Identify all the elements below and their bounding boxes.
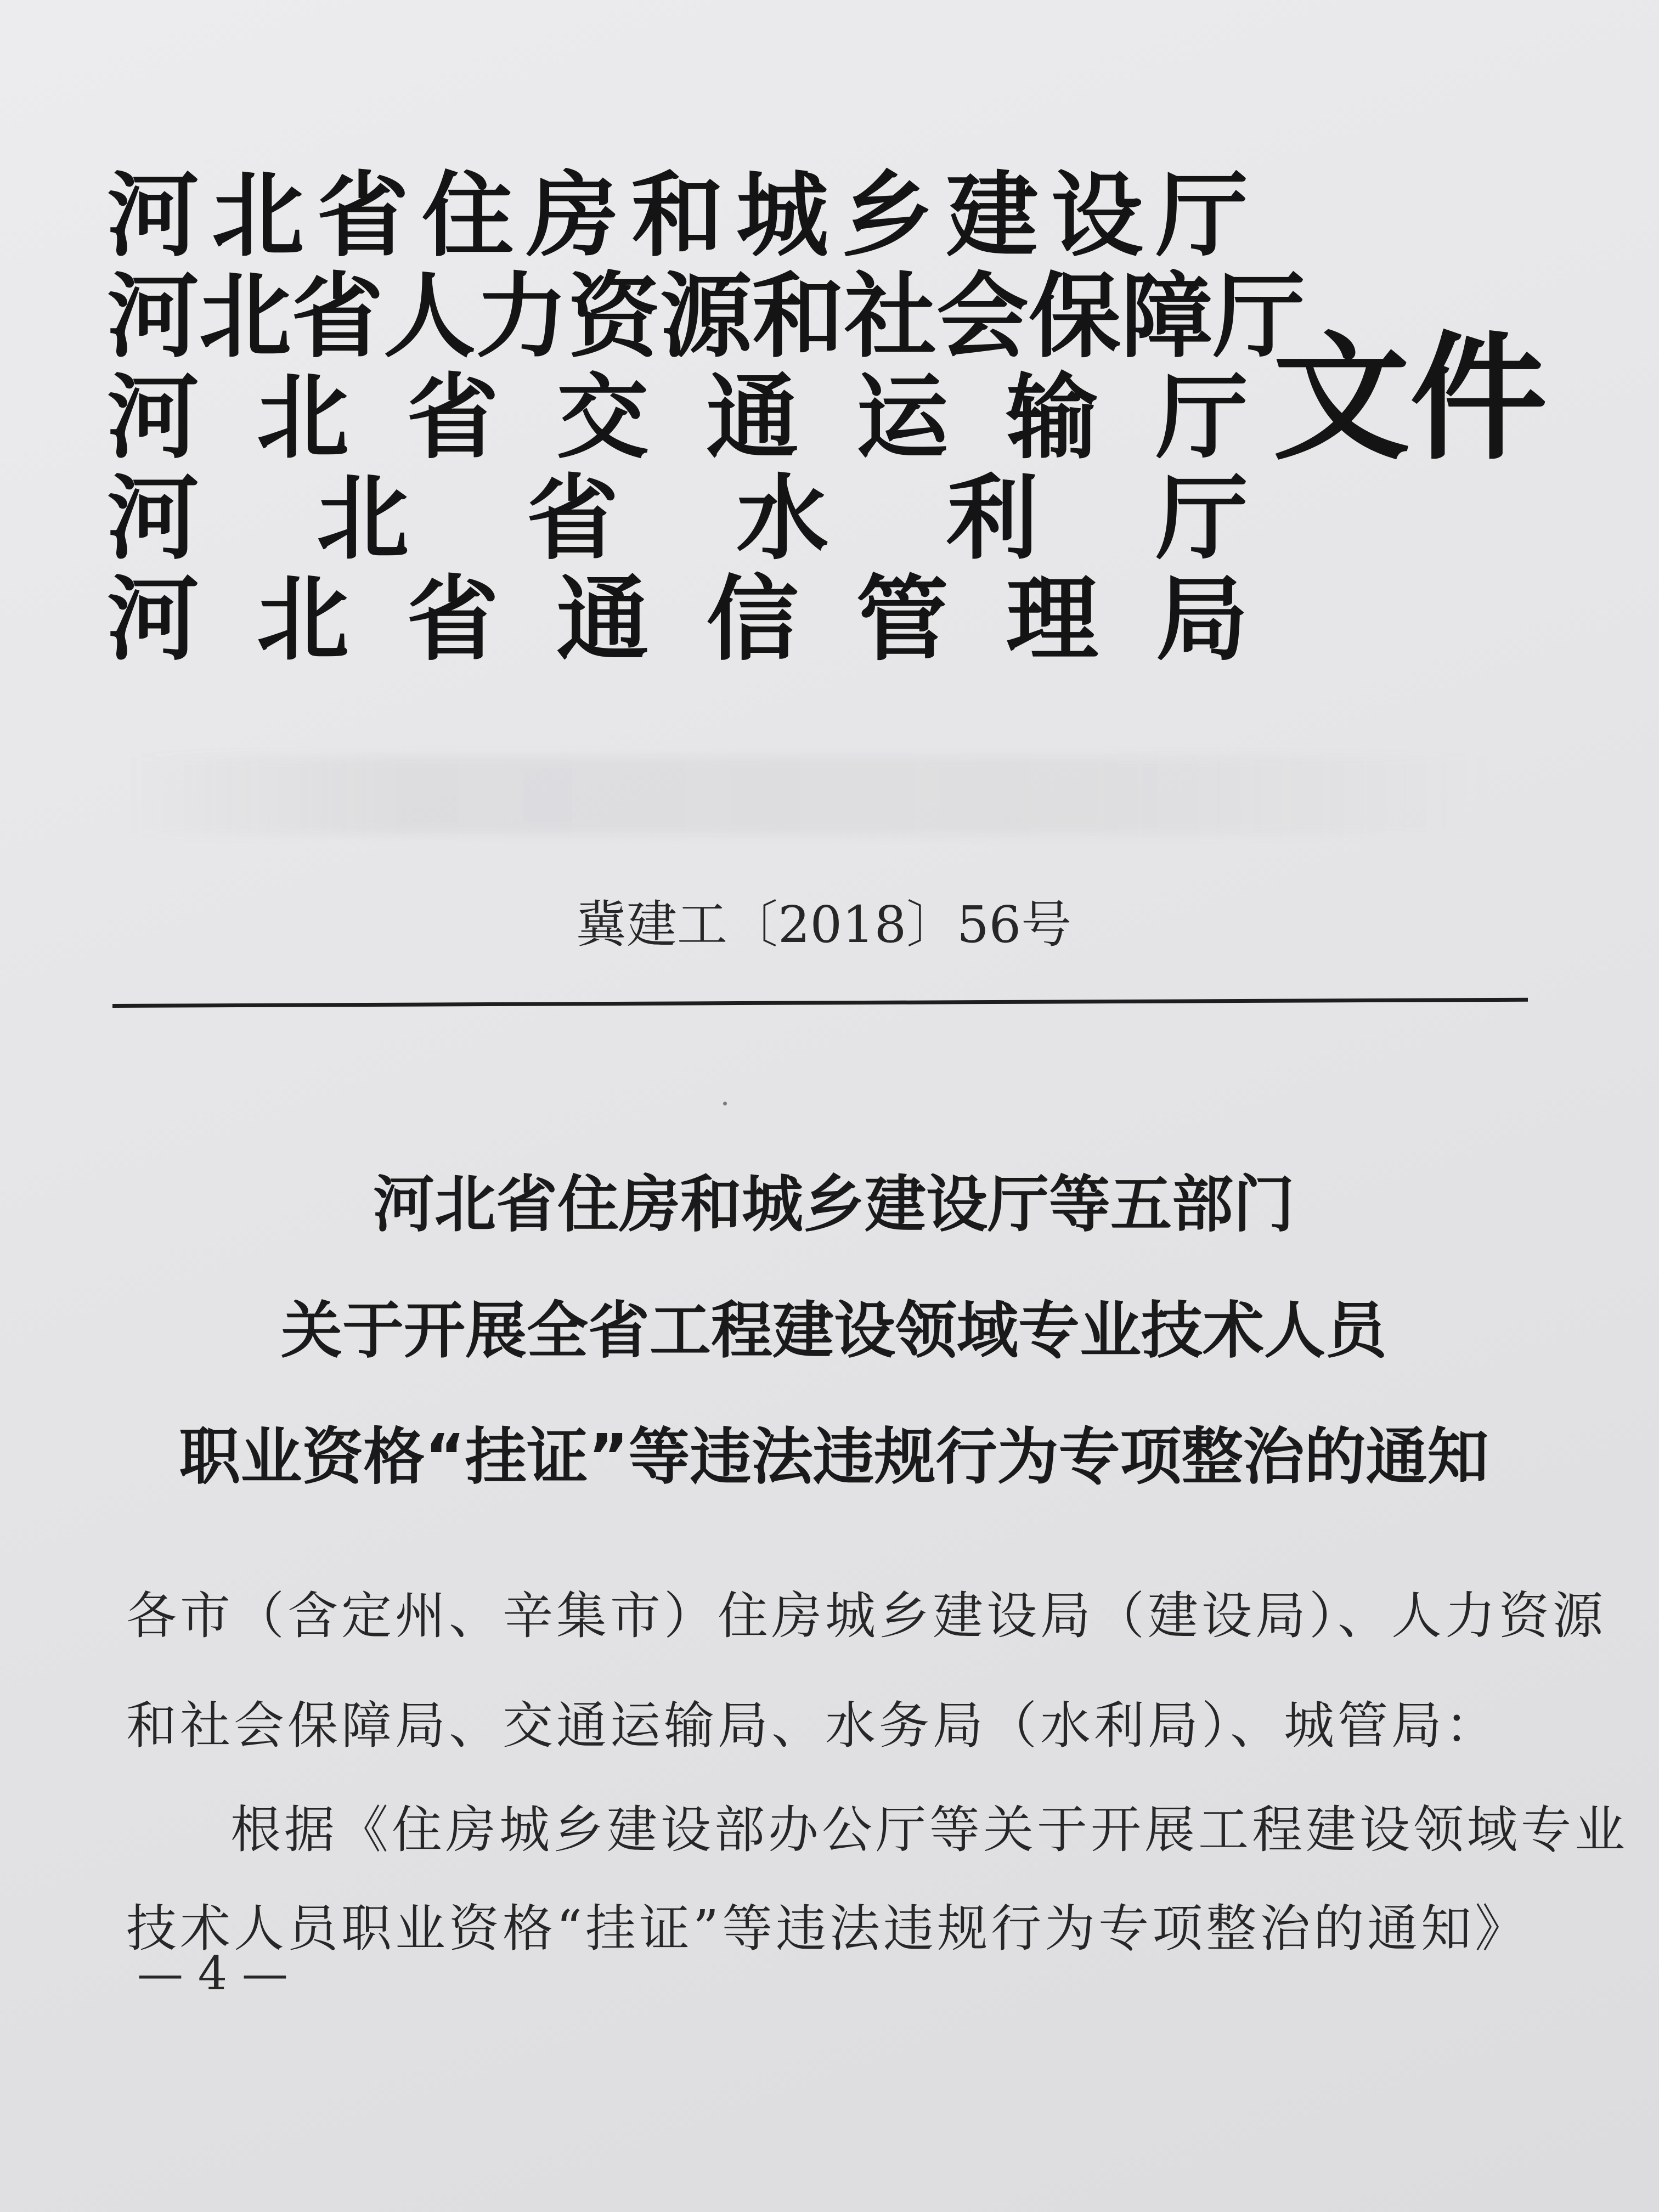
authority-char: 设 (1051, 161, 1143, 269)
authority-char: 资 (568, 262, 660, 370)
authority-char: 保 (1029, 262, 1121, 370)
body-line-1: 各市（含定州、辛集市）住房城乡建设局（建设局）、人力资源 (126, 1587, 1607, 1645)
title-line-1: 河北省住房和城乡建设厅等五部门 (373, 1169, 1295, 1240)
authority-char: 乡 (841, 161, 934, 269)
authority-char: 理 (1006, 565, 1098, 673)
authority-line (107, 565, 1248, 673)
authority-char: 省 (526, 464, 619, 572)
authority-char: 省 (317, 161, 409, 269)
authority-char: 河 (107, 464, 199, 572)
authority-char: 和 (752, 262, 844, 370)
authority-char: 北 (212, 161, 304, 269)
paper-show-through (126, 757, 1498, 834)
title-line-2: 关于开展全省工程建设领域专业技术人员 (281, 1295, 1387, 1367)
document-number: 冀建工〔2018〕56号 (576, 895, 1072, 954)
authority-char: 北 (199, 262, 291, 370)
authority-char: 通 (706, 363, 799, 471)
authority-char: 建 (946, 161, 1039, 269)
authority-char: 社 (844, 262, 936, 370)
authority-char: 省 (407, 565, 499, 673)
authority-char: 河 (107, 565, 199, 673)
authority-char: 省 (407, 363, 499, 471)
body-line-3: 根据《住房城乡建设部办公厅等关于开展工程建设领域专业 (230, 1801, 1629, 1859)
authority-char: 人 (383, 262, 476, 370)
authority-char: 住 (421, 161, 514, 269)
authority-char: 输 (1006, 363, 1098, 471)
header-separator (112, 998, 1528, 1008)
authority-char: 城 (736, 161, 829, 269)
authority-line (107, 464, 1248, 572)
authority-char: 河 (107, 363, 199, 471)
authority-char: 利 (946, 464, 1039, 572)
authority-char: 北 (257, 363, 349, 471)
authority-char: 管 (856, 565, 949, 673)
authority-char: 河 (107, 262, 199, 370)
page-number: — 4 — (137, 1946, 288, 2000)
authority-char: 河 (107, 161, 199, 269)
authority-line (107, 363, 1248, 471)
authority-char: 源 (660, 262, 752, 370)
authority-char: 运 (856, 363, 949, 471)
title-line-3: 职业资格“挂证”等违法违规行为专项整治的通知 (179, 1421, 1489, 1493)
file-label: 文件 (1273, 317, 1547, 478)
authority-char: 障 (1121, 262, 1213, 370)
authority-char: 交 (556, 363, 649, 471)
paper-speck (723, 1102, 727, 1105)
authority-char: 省 (291, 262, 383, 370)
body-line-2: 和社会保障局、交通运输局、水务局（水利局）、城管局： (126, 1696, 1499, 1755)
authority-char: 和 (631, 161, 724, 269)
authority-char: 通 (556, 565, 649, 673)
authority-char: 水 (736, 464, 829, 572)
authority-char: 力 (476, 262, 568, 370)
issuing-authorities (107, 161, 1305, 673)
authority-char: 北 (317, 464, 409, 572)
authority-char: 北 (257, 565, 349, 673)
body-line-4: 技术人员职业资格“挂证”等违法违规行为专项整治的通知》 (126, 1899, 1529, 1958)
authority-char: 厅 (1155, 161, 1248, 269)
authority-char: 信 (706, 565, 799, 673)
authority-line (107, 161, 1248, 269)
authority-char: 厅 (1213, 262, 1305, 370)
authority-line (107, 262, 1305, 370)
authority-char: 厅 (1155, 464, 1248, 572)
authority-char: 会 (936, 262, 1029, 370)
authority-char: 局 (1155, 565, 1248, 673)
authority-char: 房 (526, 161, 619, 269)
authority-char: 厅 (1155, 363, 1248, 471)
